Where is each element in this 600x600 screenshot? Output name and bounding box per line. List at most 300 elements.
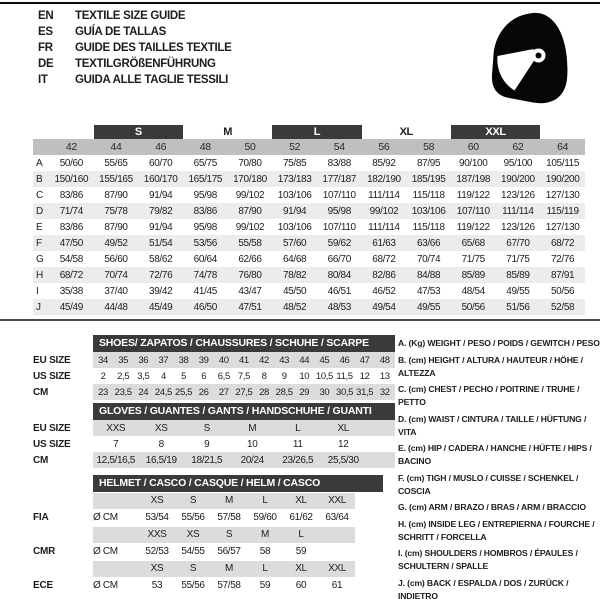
table-cell: 58 — [259, 546, 271, 557]
table-cell: 75/78 — [94, 203, 139, 219]
table-cell: 18/21,5 — [191, 454, 223, 466]
table-cell: 50/56 — [550, 285, 575, 297]
table-cell: 58/62 — [149, 253, 173, 265]
table-cell: 51/54 — [138, 235, 183, 251]
table-cell: 170/180 — [228, 171, 273, 187]
table-cell: 29 — [299, 386, 310, 398]
table-cell: 9 — [204, 438, 210, 450]
table-row — [33, 509, 383, 526]
helmet-table — [33, 475, 383, 594]
table-cell: 177/187 — [317, 171, 362, 187]
row-label: FIA — [33, 512, 49, 523]
table-cell: 54/55 — [181, 546, 205, 557]
table-cell: 190/200 — [540, 171, 585, 187]
table-cell: 87/95 — [416, 157, 441, 169]
table-cell: 25,5 — [175, 386, 193, 398]
row-label: J — [33, 299, 49, 315]
table-cell: 50/60 — [59, 157, 83, 169]
table-cell: 48 — [379, 354, 390, 366]
column-header: 64 — [540, 139, 585, 155]
table-cell: 52/53 — [145, 546, 169, 557]
table-cell: 70/80 — [238, 157, 262, 169]
language-row — [38, 56, 232, 72]
table-row — [33, 187, 585, 203]
table-cell: 55/58 — [228, 235, 273, 251]
table-cell: 28 — [259, 386, 269, 398]
size-band-m: M — [223, 126, 233, 138]
row-label: A — [36, 157, 43, 169]
language-code: DE — [38, 58, 54, 70]
table-cell: S — [225, 529, 233, 540]
row-label: C — [36, 189, 43, 201]
table-cell: 44/48 — [94, 299, 139, 315]
column-header: 60 — [451, 139, 496, 155]
table-cell: 87/90 — [228, 203, 273, 219]
table-cell: 46/52 — [372, 285, 396, 297]
table-cell: L — [298, 529, 304, 540]
table-cell: 57/58 — [217, 580, 241, 591]
table-cell: 5 — [181, 370, 187, 382]
table-cell: XL — [295, 495, 307, 506]
table-cell: 71/74 — [49, 203, 94, 219]
column-header: 54 — [317, 139, 362, 155]
table-cell: L — [262, 563, 268, 574]
table-cell: 61 — [331, 580, 343, 591]
table-cell: M — [248, 422, 257, 434]
table-cell: 40 — [218, 354, 229, 366]
table-cell: 45/49 — [49, 299, 94, 315]
table-cell: 43/47 — [238, 285, 262, 297]
language-row — [38, 24, 232, 40]
table-cell: 41/45 — [193, 285, 217, 297]
table-cell: 72/76 — [550, 253, 575, 265]
table-cell: 59 — [295, 546, 307, 557]
table-cell: XXS — [147, 529, 167, 540]
table-cell: 82/86 — [362, 267, 407, 283]
gloves-table — [33, 403, 395, 468]
table-cell: S — [203, 422, 210, 434]
table-cell: 107/110 — [451, 203, 496, 219]
table-cell: 7 — [113, 438, 119, 450]
guide-title: GUIDA ALLE TAGLIE TESSILI — [75, 74, 229, 86]
table-cell: 64/68 — [282, 253, 307, 265]
table-cell: 71/75 — [506, 253, 530, 265]
language-code: ES — [38, 26, 53, 38]
column-header: 46 — [138, 139, 183, 155]
table-cell: 59/60 — [253, 512, 277, 523]
table-cell: Ø CM — [93, 512, 118, 523]
table-cell: 119/122 — [456, 189, 490, 201]
table-row — [33, 577, 383, 594]
legend-item: D. (cm) WAIST / CINTURA / TAILLE / HÜFTUNG / VITA — [398, 413, 587, 437]
table-cell: 83/86 — [183, 203, 228, 219]
table-cell: 65/75 — [193, 157, 217, 169]
table-row — [33, 560, 383, 577]
table-cell: XS — [154, 422, 168, 434]
table-cell: M — [225, 563, 233, 574]
table-cell: 47/53 — [416, 285, 441, 297]
row-cells — [93, 452, 395, 468]
row-label: CMR — [33, 546, 56, 557]
language-row — [38, 8, 232, 24]
table-row — [33, 171, 585, 187]
legend-item: J. (cm) BACK / ESPALDA / DOS / ZURÜCK / INDIETRO — [398, 577, 569, 600]
column-header: 56 — [362, 139, 407, 155]
main-size-table — [33, 125, 585, 315]
table-cell: S — [189, 495, 197, 506]
table-cell: 47/50 — [49, 235, 94, 251]
table-row — [33, 235, 585, 251]
guide-title: TEXTILGRÖßENFÜHRUNG — [75, 58, 216, 70]
legend-item: E. (cm) HIP / CADERA / HANCHE / HÜFTE / HIPS / BACINO — [398, 443, 592, 466]
table-cell: 85/89 — [451, 267, 496, 283]
row-cells — [93, 561, 355, 577]
table-cell: 24 — [138, 386, 149, 398]
corner-cell — [33, 139, 49, 155]
table-cell: 23,5 — [114, 386, 132, 398]
table-cell: 10,5 — [315, 370, 333, 382]
row-cells — [93, 527, 355, 543]
table-cell: 46 — [339, 354, 350, 366]
table-cell: 49/55 — [406, 299, 451, 315]
table-cell: 80/84 — [317, 267, 362, 283]
legend-item: C. (cm) CHEST / PECHO / POITRINE / TRUHE / PETTO — [398, 384, 580, 407]
table-cell: 95/98 — [193, 189, 217, 201]
language-code: FR — [38, 42, 53, 54]
table-cell: 2 — [100, 370, 106, 382]
language-row — [38, 40, 232, 56]
table-cell: 44 — [299, 354, 310, 366]
legend-item: A. (Kg) WEIGHT / PESO / POIDS / GEWITCH / PESO — [398, 338, 600, 348]
row-cells — [93, 420, 395, 436]
row-cells — [93, 510, 355, 526]
table-cell: 60/64 — [193, 253, 217, 265]
table-row — [33, 219, 585, 235]
table-cell: 57/58 — [217, 512, 241, 523]
table-cell: 4 — [160, 370, 166, 382]
table-cell: 9 — [281, 370, 287, 382]
table-cell: 70/74 — [416, 253, 441, 265]
table-cell: 103/106 — [277, 189, 312, 201]
table-cell: L — [295, 422, 301, 434]
table-cell: 47/51 — [228, 299, 273, 315]
row-label: EU SIZE — [33, 422, 71, 434]
table-cell: XXL — [328, 495, 346, 506]
table-cell: 67/70 — [496, 235, 541, 251]
table-cell: 34 — [98, 354, 108, 366]
legend-item: F. (cm) TIGH / MUSLO / CUISSE / SCHENKEL / COSCIA — [398, 472, 579, 496]
table-cell: 60/70 — [149, 157, 173, 169]
table-cell: 57/60 — [272, 235, 317, 251]
table-cell: 6,5 — [217, 370, 230, 382]
language-code: EN — [38, 10, 54, 22]
table-cell: 11 — [292, 438, 303, 450]
table-cell: 48/52 — [272, 299, 317, 315]
table-cell: 36 — [138, 354, 149, 366]
top-border-line — [0, 2, 600, 4]
table-row — [33, 203, 585, 219]
table-cell: XXS — [106, 422, 126, 434]
table-cell: 83/86 — [59, 221, 83, 233]
table-cell: 63/64 — [325, 512, 349, 523]
band-spacer — [540, 125, 585, 139]
table-cell: 59/62 — [317, 235, 362, 251]
table-cell: 107/110 — [322, 189, 356, 201]
table-cell: 111/114 — [496, 203, 541, 219]
table-cell: 90/100 — [458, 157, 488, 169]
gloves-table-title: GLOVES / GUANTES / GANTS / HANDSCHUHE / GUANTI — [93, 403, 395, 420]
table-cell: 72/76 — [138, 267, 183, 283]
table-cell: 87/90 — [104, 221, 128, 233]
table-cell: 45 — [319, 354, 330, 366]
table-cell: 23/26,5 — [282, 454, 314, 466]
table-cell: 31,5 — [356, 386, 374, 398]
table-cell: 83/88 — [327, 157, 351, 169]
table-cell: 12 — [338, 438, 349, 450]
table-cell: 84/88 — [406, 267, 451, 283]
table-cell: 2,5 — [117, 370, 130, 382]
legend-item: G. (cm) ARM / BRAZO / BRAS / ARM / BRACCIO — [398, 502, 586, 512]
size-band-row — [33, 125, 585, 139]
table-cell: 45/49 — [138, 299, 183, 315]
table-cell: 49/54 — [362, 299, 407, 315]
table-cell: 11,5 — [336, 370, 353, 382]
table-cell: 127/130 — [545, 221, 580, 233]
row-cells — [93, 436, 395, 452]
table-cell: 63/66 — [406, 235, 451, 251]
racing-helmet-icon — [487, 10, 572, 105]
table-cell: 54/58 — [59, 253, 83, 265]
table-cell: 45/50 — [282, 285, 307, 297]
table-cell: 95/98 — [193, 221, 217, 233]
table-cell: 91/94 — [149, 189, 173, 201]
table-cell: 12,5/16,5 — [96, 454, 136, 466]
row-label: H — [33, 267, 49, 283]
table-cell: 10 — [299, 370, 310, 382]
row-cells — [93, 578, 355, 594]
table-cell: 27,5 — [235, 386, 253, 398]
table-cell: 95/98 — [317, 203, 362, 219]
band-spacer — [33, 125, 94, 139]
table-cell: 68/72 — [540, 235, 585, 251]
table-cell: 123/126 — [501, 189, 535, 201]
legend-item: H. (cm) INSIDE LEG / ENTREPIERNA / FOURCHE / SCHRITT / FORCELLA — [398, 518, 595, 542]
table-cell: 190/200 — [496, 171, 541, 187]
table-cell: 79/82 — [138, 203, 183, 219]
table-cell: 55/56 — [181, 512, 205, 523]
row-label: B — [33, 171, 49, 187]
table-cell: 115/119 — [540, 203, 585, 219]
language-list — [38, 8, 232, 88]
table-cell: 30,5 — [336, 386, 354, 398]
table-cell: 60 — [295, 580, 307, 591]
table-cell: 52/58 — [540, 299, 585, 315]
table-cell: 185/195 — [406, 171, 451, 187]
table-row — [33, 251, 585, 267]
row-label: E — [36, 221, 43, 233]
table-cell: 46/50 — [183, 299, 228, 315]
column-header: 48 — [183, 139, 228, 155]
table-cell: Ø CM — [93, 580, 118, 591]
size-band-l: L — [272, 125, 361, 139]
table-cell: 155/165 — [94, 171, 139, 187]
table-cell: XXL — [328, 563, 346, 574]
table-cell: 107/110 — [322, 221, 356, 233]
row-cells — [93, 384, 395, 400]
table-cell: 53/54 — [145, 512, 169, 523]
row-label: US SIZE — [33, 438, 71, 450]
table-cell: 111/114 — [368, 189, 400, 201]
table-cell: 48/53 — [317, 299, 362, 315]
table-row — [33, 420, 395, 436]
table-cell: 41 — [239, 354, 249, 366]
table-cell: XS — [150, 495, 164, 506]
size-band-xl: XL — [399, 126, 413, 138]
table-cell: 46/51 — [327, 285, 351, 297]
table-cell: 62/66 — [238, 253, 262, 265]
table-cell: 30 — [319, 386, 330, 398]
table-cell: 7,5 — [237, 370, 251, 382]
table-cell: 74/78 — [183, 267, 228, 283]
table-row — [33, 492, 383, 509]
table-cell: 103/106 — [277, 221, 312, 233]
row-cells — [93, 368, 395, 384]
table-cell: 85/89 — [496, 267, 541, 283]
table-cell: 8 — [261, 370, 267, 382]
table-cell: 75/85 — [282, 157, 307, 169]
table-cell: 85/92 — [372, 157, 396, 169]
table-row — [33, 368, 395, 384]
row-cells — [93, 352, 395, 368]
table-cell: 105/115 — [546, 157, 580, 169]
table-cell: 68/72 — [372, 253, 396, 265]
column-header: 58 — [406, 139, 451, 155]
table-cell: 10 — [247, 438, 258, 450]
table-cell: 20/24 — [240, 454, 264, 466]
table-cell: 56/60 — [104, 253, 128, 265]
table-cell: 53/56 — [183, 235, 228, 251]
table-cell: Ø CM — [93, 546, 118, 557]
table-cell: 16,5/19 — [145, 454, 177, 466]
table-cell: 23 — [98, 386, 108, 398]
table-cell: 83/86 — [59, 189, 83, 201]
table-cell: 26 — [198, 386, 209, 398]
table-cell: 25,5/30 — [327, 454, 359, 466]
table-row — [33, 543, 383, 560]
table-cell: 87/90 — [104, 189, 128, 201]
table-cell: 65/68 — [451, 235, 496, 251]
table-cell: 39/42 — [149, 285, 173, 297]
row-label: F — [33, 235, 49, 251]
table-cell: 37/40 — [104, 285, 128, 297]
table-row — [33, 452, 395, 468]
table-cell: 24,5 — [154, 386, 172, 398]
size-band-s: S — [94, 125, 183, 139]
table-cell: 61/62 — [289, 512, 313, 523]
table-cell: 119/122 — [456, 221, 490, 233]
table-cell: XL — [295, 563, 307, 574]
table-cell: 87/91 — [540, 267, 585, 283]
table-cell: 3,5 — [137, 370, 150, 382]
row-label: CM — [33, 454, 49, 466]
legend-item: B. (cm) HEIGHT / ALTURA / HAUTEUR / HÖHE / ALTEZZA — [398, 354, 583, 378]
table-cell: M — [261, 529, 269, 540]
table-cell: 103/106 — [406, 203, 451, 219]
shoes-table-title: SHOES/ ZAPATOS / CHAUSSURES / SCHUHE / SCARPE — [93, 335, 395, 352]
table-cell: XL — [337, 422, 350, 434]
guide-title: GUÍA DE TALLAS — [75, 26, 166, 38]
table-cell: 56/57 — [217, 546, 241, 557]
table-cell: 50/56 — [451, 299, 496, 315]
language-code: IT — [38, 74, 48, 86]
table-cell: 91/94 — [272, 203, 317, 219]
column-header: 62 — [496, 139, 541, 155]
table-cell: 37 — [158, 354, 169, 366]
table-cell: 160/170 — [138, 171, 183, 187]
table-cell: 91/94 — [149, 221, 173, 233]
guide-title: GUIDE DES TAILLES TEXTILE — [75, 42, 232, 54]
table-cell: 187/198 — [451, 171, 496, 187]
table-row — [33, 155, 585, 171]
row-label: EU SIZE — [33, 354, 71, 366]
table-cell: 115/118 — [412, 189, 445, 201]
table-cell: 61/63 — [362, 235, 407, 251]
table-row — [33, 267, 585, 283]
table-row — [33, 526, 383, 543]
table-cell: S — [189, 563, 197, 574]
legend — [398, 337, 600, 600]
table-cell: 59 — [259, 580, 271, 591]
column-header: 52 — [272, 139, 317, 155]
table-row — [33, 352, 395, 368]
table-cell: 182/190 — [362, 171, 407, 187]
language-row — [38, 72, 232, 88]
row-label: CM — [33, 386, 49, 398]
table-cell: 95/100 — [503, 157, 533, 169]
table-row — [33, 384, 395, 400]
row-label: G — [36, 253, 44, 265]
table-cell: 76/80 — [228, 267, 273, 283]
row-cells — [93, 544, 355, 560]
table-cell: 6 — [201, 370, 207, 382]
table-cell: 49/55 — [506, 285, 530, 297]
helmet-table-title: HELMET / CASCO / CASQUE / HELM / CASCO — [93, 475, 383, 492]
column-header: 50 — [228, 139, 273, 155]
table-cell: 39 — [198, 354, 209, 366]
table-cell: 35 — [118, 354, 129, 366]
row-label: D — [33, 203, 49, 219]
table-cell: 53 — [151, 580, 163, 591]
table-cell: 13 — [379, 370, 390, 382]
table-cell: XS — [150, 563, 164, 574]
table-cell: 32 — [379, 386, 390, 398]
table-row — [33, 436, 395, 452]
table-cell: 35/38 — [59, 285, 83, 297]
table-row — [33, 283, 585, 299]
table-cell: 78/82 — [272, 267, 317, 283]
row-label: ECE — [33, 580, 53, 591]
table-cell: 70/74 — [94, 267, 139, 283]
shoes-table — [33, 335, 395, 400]
table-cell: L — [262, 495, 268, 506]
table-cell: 42 — [259, 354, 269, 366]
legend-item: I. (cm) SHOULDERS / HOMBROS / ÉPAULES / SCHULTERN / SPALLE — [398, 548, 578, 571]
table-cell: XS — [186, 529, 200, 540]
table-cell: 71/75 — [461, 253, 485, 265]
table-cell: 51/56 — [496, 299, 541, 315]
section-divider-line — [0, 319, 600, 321]
table-cell: 48/54 — [461, 285, 485, 297]
